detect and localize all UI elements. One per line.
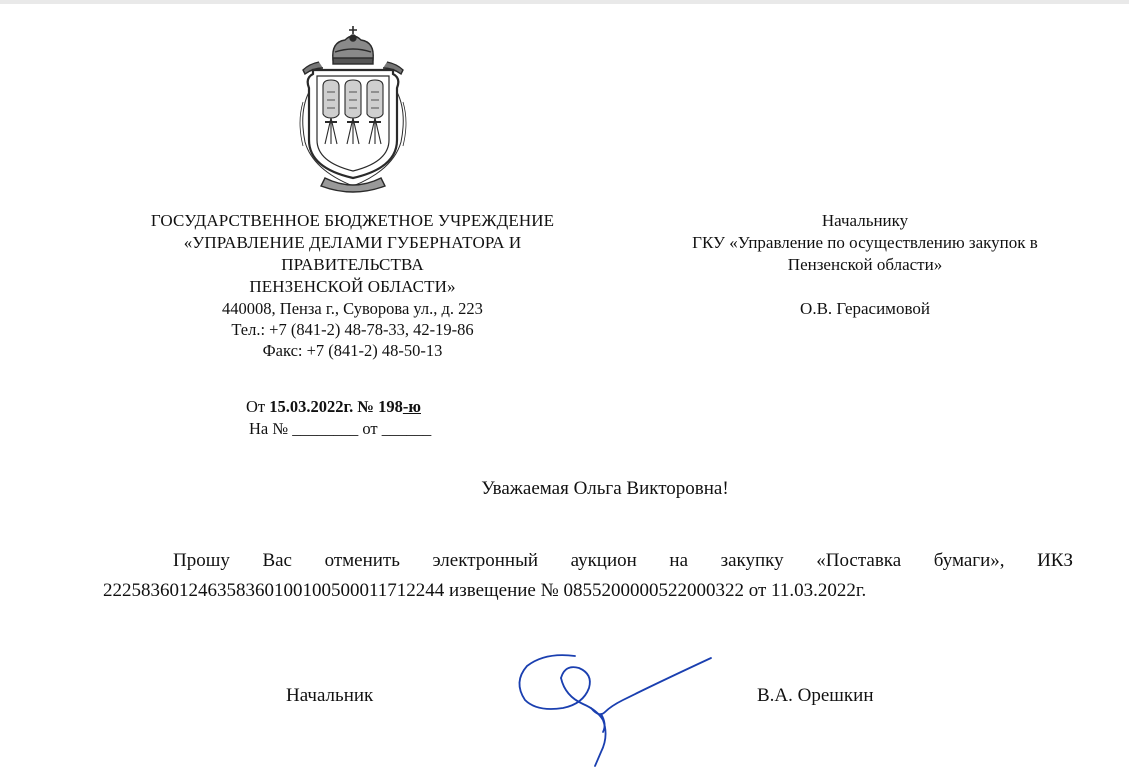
outgoing-reference <box>210 396 510 418</box>
recipient-name: О.В. Герасимовой <box>800 299 930 318</box>
reply-reference <box>210 418 510 440</box>
outgoing-number-value: 198 <box>378 397 403 416</box>
sender-address: 440008, Пенза г., Суворова ул., д. 223 <box>222 299 483 318</box>
sender-org-line-2: «УПРАВЛЕНИЕ ДЕЛАМИ ГУБЕРНАТОРА И <box>183 233 522 252</box>
handwritten-signature-icon <box>505 648 720 770</box>
sender-phone: Тел.: +7 (841-2) 48-78-33, 42-19-86 <box>231 320 474 339</box>
page-top-edge <box>0 0 1129 4</box>
sender-block <box>100 210 605 361</box>
reply-prefix: На № <box>249 419 289 438</box>
outgoing-date: 15.03.2022г. <box>269 397 354 416</box>
sender-fax: Факс: +7 (841-2) 48-50-13 <box>262 341 443 360</box>
recipient-block <box>620 210 1110 320</box>
salutation: Уважаемая Ольга Викторовна! <box>481 478 729 499</box>
sender-org-line-3: ПРАВИТЕЛЬСТВА <box>281 255 424 274</box>
from-prefix: От <box>246 397 266 416</box>
reply-from-label: от <box>362 419 378 438</box>
body-line-2: 222583601246358360100100500011712244 извещение № 0855200000522000322 от 11.03.2022г. <box>103 580 867 601</box>
recipient-line-3: Пензенской области» <box>787 255 943 274</box>
reply-number-blank: ________ <box>292 419 359 438</box>
penza-coat-of-arms-icon <box>289 22 417 194</box>
reference-block <box>210 396 510 440</box>
sender-org-line-1: ГОСУДАРСТВЕННОЕ БЮДЖЕТНОЕ УЧРЕЖДЕНИЕ <box>150 211 555 230</box>
recipient-line-1: Начальнику <box>821 211 909 230</box>
signer-name: В.А. Орешкин <box>757 685 874 706</box>
outgoing-number-suffix: -ю <box>402 397 421 416</box>
sender-org-line-4: ПЕНЗЕНСКОЙ ОБЛАСТИ» <box>249 277 456 296</box>
number-sign: № <box>357 397 374 416</box>
letter-body <box>103 546 1073 606</box>
reply-date-blank: ______ <box>381 419 432 438</box>
body-line-1: Прошу Вас отменить электронный аукцион на закупку «Поставка бумаги», ИКЗ <box>173 550 1073 571</box>
outgoing-number <box>378 397 421 416</box>
signer-title: Начальник <box>286 685 374 706</box>
recipient-line-2: ГКУ «Управление по осуществлению закупок в <box>692 233 1038 252</box>
